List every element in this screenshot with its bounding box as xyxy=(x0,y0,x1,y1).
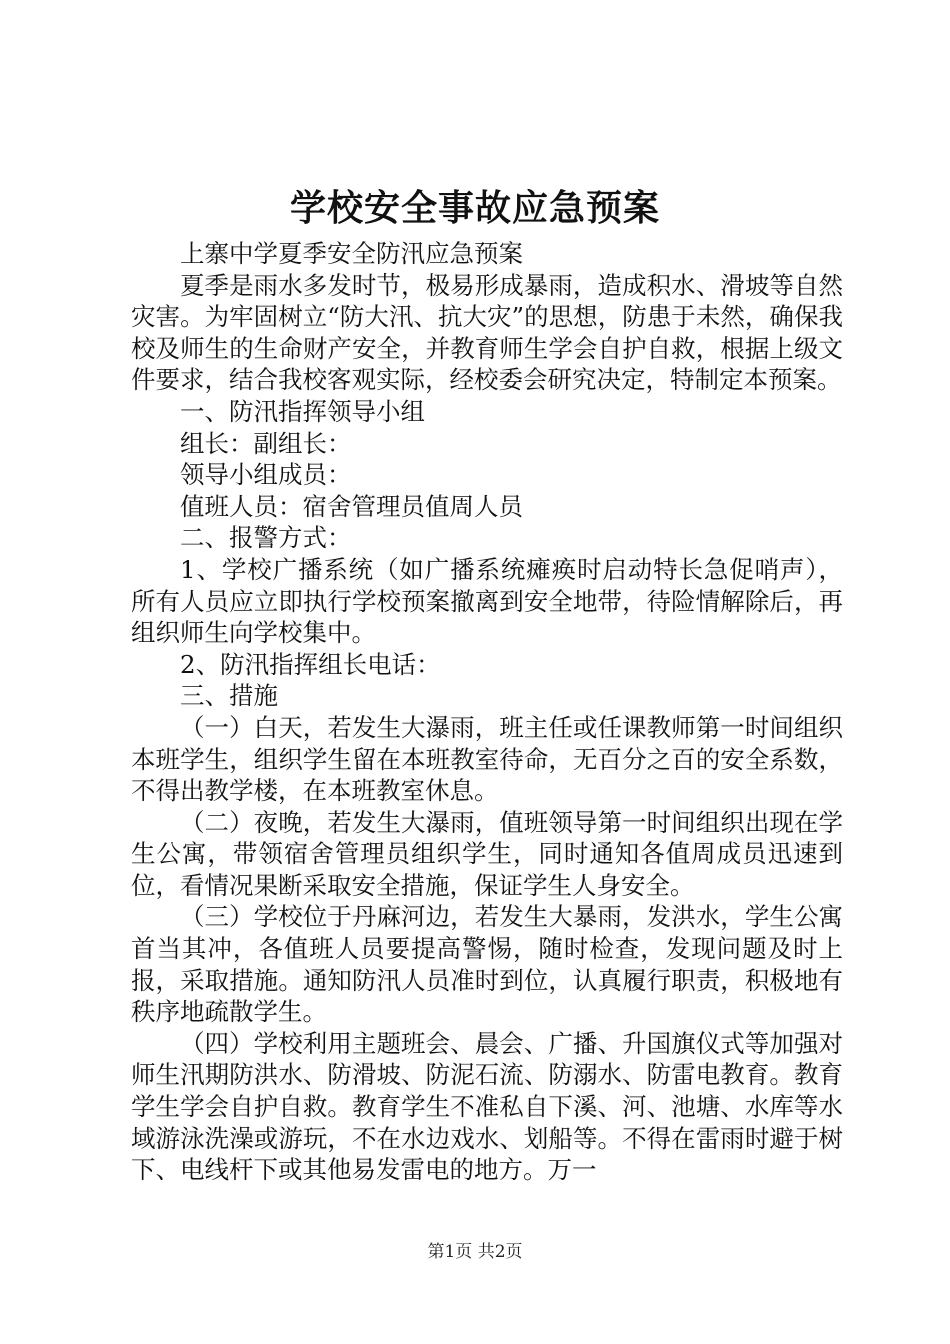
paragraph-alarm-2: 2、防汛指挥组长电话： xyxy=(180,649,441,679)
paragraph-measure-4: （四）学校利用主题班会、晨会、广播、升国旗仪式等加强对师生汛期防洪水、防滑坡、防泥石流、防溺水、防雷电教育。教育学生学会自护自救。教育学生不准私自下溪、河、池塘、水库等水域游泳洗澡或游玩，不在水边戏水、划船等。不得在雷雨时避于树下、电线杆下或其他易发雷电的地方。万一 xyxy=(131,1028,843,1185)
section-heading-measures: 三、措施 xyxy=(180,681,278,711)
document-body xyxy=(131,238,843,1186)
paragraph-members: 领导小组成员： xyxy=(180,460,352,490)
paragraph-intro: 夏季是雨水多发时节，极易形成暴雨，造成积水、滑坡等自然灾害。为牢固树立“防大汛、抗大灾”的思想，防患于未然，确保我校及师生的生命财产安全，并教育师生学会自护自救，根据上级文件要求，结合我校客观实际，经校委会研究决定，特制定本预案。 xyxy=(131,270,843,395)
document-title: 学校安全事故应急预案 xyxy=(289,187,660,229)
section-heading-leadership: 一、防汛指挥领导小组 xyxy=(180,396,425,426)
paragraph-leader: 组长：副组长： xyxy=(180,428,352,458)
paragraph-duty-staff: 值班人员：宿舍管理员值周人员 xyxy=(180,491,523,521)
paragraph-measure-3: （三）学校位于丹麻河边，若发生大暴雨，发洪水，学生公寓首当其冲，各值班人员要提高警惕，随时检查，发现问题及时上报，采取措施。通知防汛人员准时到位，认真履行职责，积极地有秩序地疏散学生。 xyxy=(131,902,843,1027)
paragraph-measure-2: （二）夜晚，若发生大瀑雨，值班领导第一时间组织出现在学生公寓，带领宿舍管理员组织学生，同时通知各值周成员迅速到位，看情况果断采取安全措施，保证学生人身安全。 xyxy=(131,807,843,900)
paragraph-alarm-1: 1、学校广播系统（如广播系统瘫痪时启动特长急促哨声），所有人员应立即执行学校预案撤离到安全地带，待险情解除后，再组织师生向学校集中。 xyxy=(131,554,843,648)
paragraph-subtitle: 上寨中学夏季安全防汛应急预案 xyxy=(180,239,523,268)
page-footer: 第1页 共2页 xyxy=(427,1242,523,1262)
paragraph-measure-1: （一）白天，若发生大瀑雨，班主任或任课教师第一时间组织本班学生，组织学生留在本班教室待命，无百分之百的安全系数，不得出教学楼，在本班教室休息。 xyxy=(131,712,843,806)
section-heading-alarm: 二、报警方式： xyxy=(180,523,352,553)
